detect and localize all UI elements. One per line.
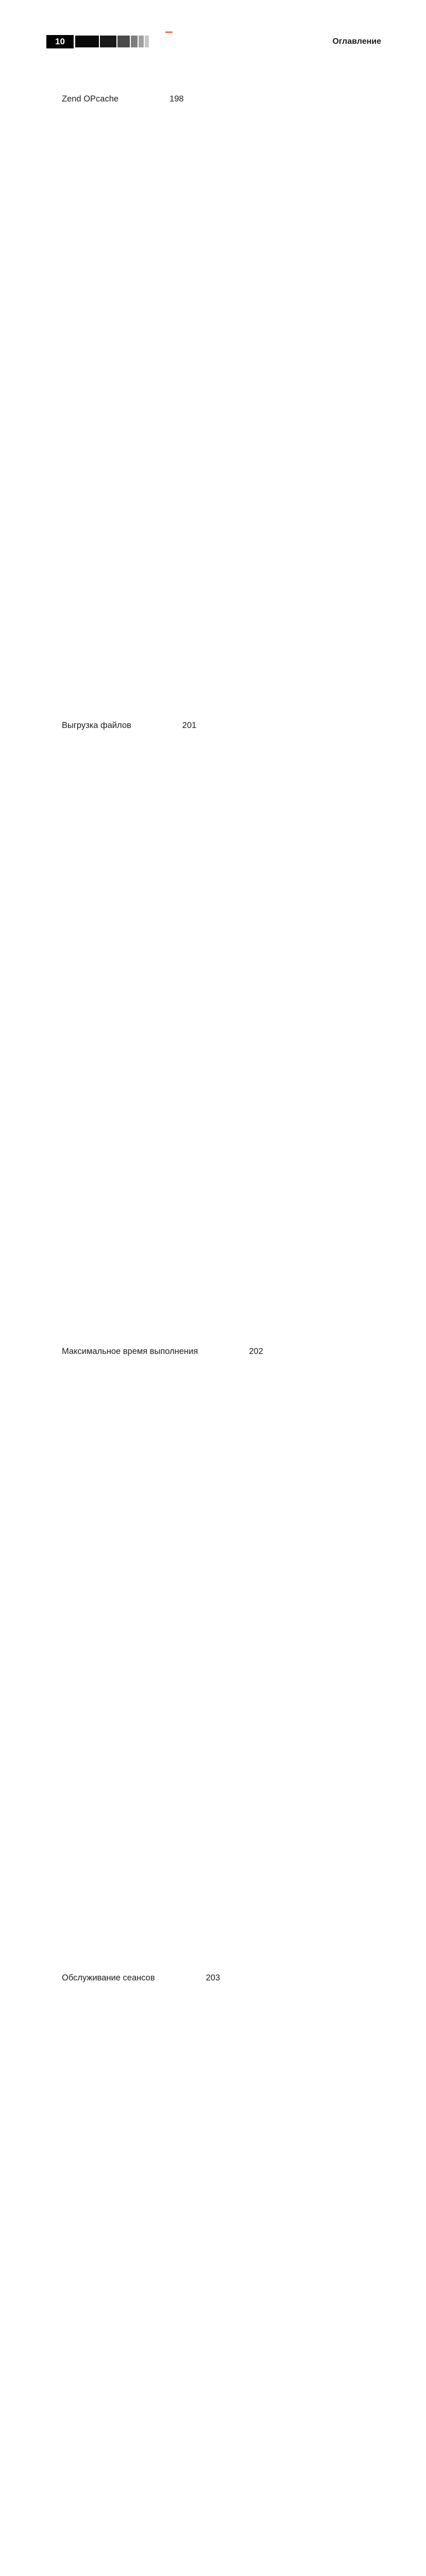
toc-entry: [62, 1938, 381, 2562]
strip-box: [139, 36, 144, 47]
decorative-strip: [75, 36, 149, 47]
toc-entry: [62, 1312, 381, 1936]
print-artifact: [165, 31, 173, 33]
toc-list: [46, 59, 381, 2576]
toc-entry-page: [151, 2564, 381, 2576]
strip-box: [75, 36, 99, 47]
toc-entry-title: Выгрузка файлов: [62, 720, 131, 730]
toc-entry-title: Обслуживание сеансов: [62, 1973, 155, 1982]
strip-box: [131, 36, 138, 47]
toc-entry: [62, 2564, 381, 2576]
strip-box: [100, 36, 116, 47]
toc-entry-title: Zend OPcache: [62, 94, 119, 104]
toc-entry: [62, 59, 381, 683]
page-header: [46, 35, 381, 48]
strip-box: [145, 36, 149, 47]
header-title: Оглавление: [332, 37, 381, 46]
toc-entry-page: 198: [123, 59, 381, 683]
toc-entry-title: Максимальное время выполнения: [62, 1347, 198, 1356]
toc-entry: [62, 686, 381, 1310]
toc-entry-page: 201: [136, 686, 381, 1310]
page-number: 10: [46, 35, 74, 48]
strip-box: [117, 36, 130, 47]
toc-entry-page: 203: [160, 1938, 381, 2562]
toc-entry-page: 202: [202, 1312, 381, 1936]
